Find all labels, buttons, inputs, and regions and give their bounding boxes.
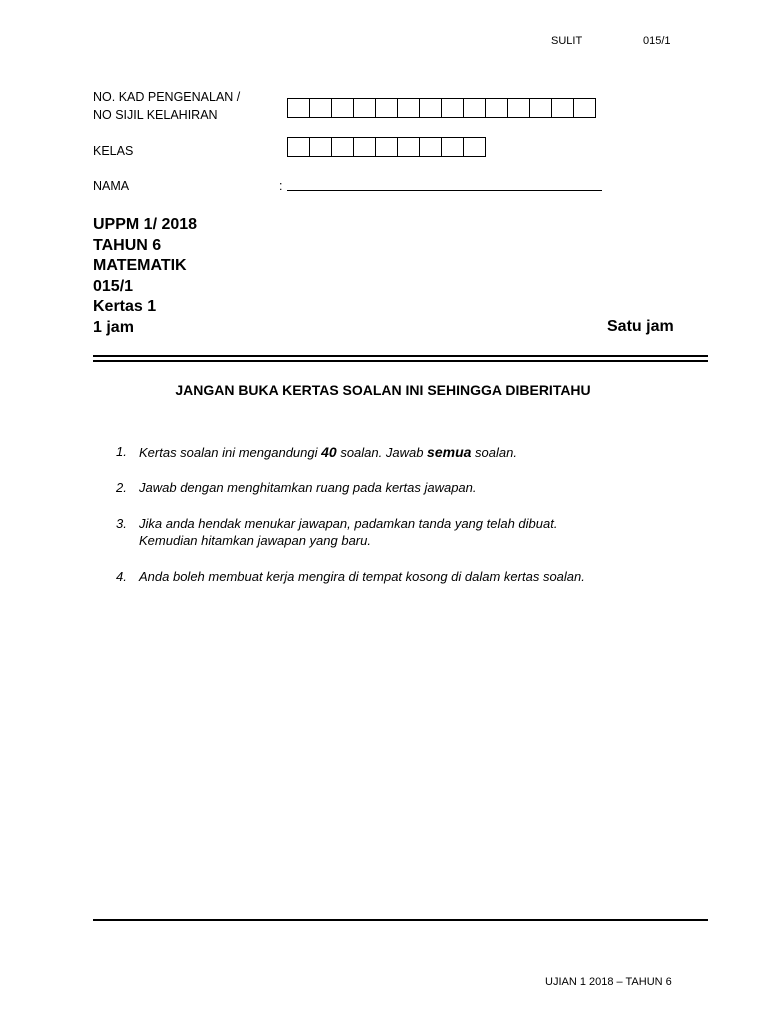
exam-title-block — [93, 215, 197, 338]
digit-box[interactable] — [442, 137, 464, 157]
instruction-item — [116, 569, 716, 589]
digit-box[interactable] — [398, 137, 420, 157]
digit-box[interactable] — [398, 98, 420, 118]
paper-code-header: 015/1 — [643, 35, 671, 47]
instruction-text: Jawab dengan menghitamkan ruang pada kertas jawapan. — [139, 480, 477, 495]
footer-divider — [93, 919, 708, 921]
instruction-text: Kertas soalan ini mengandungi 40 soalan. Jawab semua soalan. — [139, 444, 517, 460]
ic-label — [93, 88, 240, 124]
digit-box[interactable] — [310, 137, 332, 157]
exam-line-uppm: UPPM 1/ 2018 — [93, 216, 198, 233]
exam-line-kertas: Kertas 1 — [93, 298, 157, 315]
nama-colon: : — [279, 179, 283, 193]
kelas-label: KELAS — [93, 144, 134, 158]
digit-box[interactable] — [288, 98, 310, 118]
instruction-text: Anda boleh membuat kerja mengira di tempat kosong di dalam kertas soalan. — [139, 569, 585, 584]
ic-label-line2: NO SIJIL KELAHIRAN — [93, 108, 218, 122]
instruction-number: 1. — [116, 444, 127, 459]
exam-duration-words: Satu jam — [607, 318, 674, 335]
digit-box[interactable] — [574, 98, 596, 118]
digit-box[interactable] — [530, 98, 552, 118]
digit-box[interactable] — [354, 137, 376, 157]
sulit-label: SULIT — [551, 35, 583, 47]
digit-box[interactable] — [354, 98, 376, 118]
divider-top — [93, 355, 708, 357]
digit-box[interactable] — [442, 98, 464, 118]
digit-box[interactable] — [420, 98, 442, 118]
digit-box[interactable] — [332, 137, 354, 157]
digit-box[interactable] — [508, 98, 530, 118]
kelas-boxes[interactable] — [287, 137, 486, 157]
instruction-item — [116, 444, 716, 464]
digit-box[interactable] — [288, 137, 310, 157]
digit-box[interactable] — [310, 98, 332, 118]
divider-bottom — [93, 360, 708, 362]
digit-box[interactable] — [552, 98, 574, 118]
digit-box[interactable] — [376, 98, 398, 118]
digit-box[interactable] — [376, 137, 398, 157]
digit-box[interactable] — [464, 98, 486, 118]
instruction-item — [116, 480, 716, 500]
instruction-number: 3. — [116, 516, 127, 531]
instruction-number: 2. — [116, 480, 127, 495]
warning-text: JANGAN BUKA KERTAS SOALAN INI SEHINGGA DIBERITAHU — [175, 382, 591, 398]
exam-line-tahun: TAHUN 6 — [93, 236, 162, 254]
nama-field[interactable] — [287, 190, 602, 191]
ic-label-line1: NO. KAD PENGENALAN / — [93, 90, 241, 104]
nama-label: NAMA — [93, 179, 130, 193]
exam-line-subject: MATEMATIK — [93, 257, 187, 274]
digit-box[interactable] — [420, 137, 442, 157]
instruction-text-continued: Kemudian hitamkan jawapan yang baru. — [139, 533, 371, 548]
instruction-text: Jika anda hendak menukar jawapan, padamkan tanda yang telah dibuat. — [139, 516, 558, 531]
exam-line-code: 015/1 — [93, 277, 134, 295]
instruction-number: 4. — [116, 569, 127, 584]
exam-duration: 1 jam — [93, 318, 134, 336]
digit-box[interactable] — [464, 137, 486, 157]
digit-box[interactable] — [332, 98, 354, 118]
instruction-item — [116, 516, 716, 556]
footer-text: UJIAN 1 2018 – TAHUN 6 — [545, 976, 672, 988]
digit-box[interactable] — [486, 98, 508, 118]
ic-number-boxes[interactable] — [287, 98, 596, 118]
